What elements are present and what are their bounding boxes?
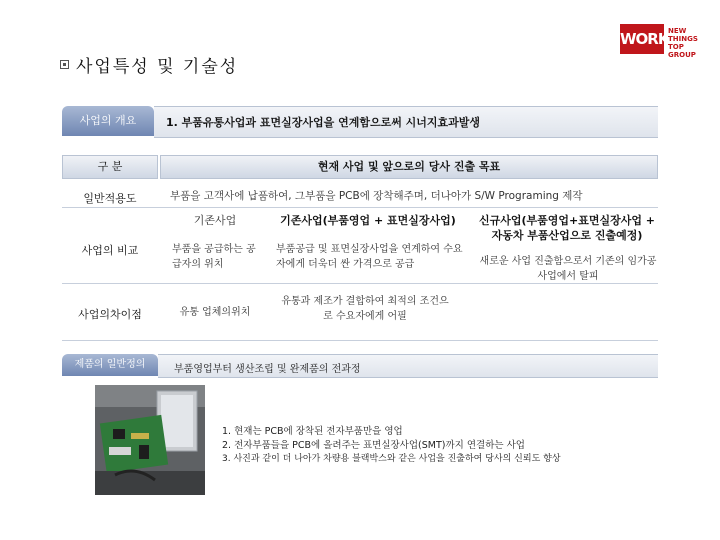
- row-label-general: 일반적용도: [83, 192, 137, 205]
- overview-text: 1. 부품유통사업과 표면실장사업을 연계함으로써 시너지효과발생: [166, 116, 481, 129]
- logo-mark: WORK: [620, 24, 664, 54]
- company-logo: [620, 24, 712, 59]
- product-tab-label: 제품의 일반정의: [74, 359, 146, 370]
- product-list-item: 3. 사진과 같이 더 나아가 차량용 블랙박스와 같은 사업을 진출하여 당사의 신뢰도 향상: [222, 454, 561, 464]
- row-divider: [62, 207, 658, 208]
- row-divider: [62, 283, 658, 284]
- overview-tab: [62, 106, 154, 136]
- diff-existing-smt: 유통과 제조가 결합하여 최적의 조건으로 수요자에게 어필: [281, 296, 449, 322]
- table-header-goal: [160, 155, 658, 179]
- logo-tagline: NEW THINGS TOP GROUP: [668, 27, 698, 59]
- product-list-item: 2. 전자부품들을 PCB에 올려주는 표면실장사업(SMT)까지 연결하는 사업: [222, 440, 525, 451]
- page-title: 사업특성 및 기술성: [76, 57, 239, 77]
- compare-existing: 부품을 공급하는 공급자의 위치: [172, 244, 256, 270]
- table-header-category-label: 구 분: [97, 160, 123, 173]
- compare-existing-smt: 부품공급 및 표면실장사업을 연계하여 수요자에게 더욱더 싼 가격으로 공급: [276, 244, 463, 270]
- table-header-goal-label: 현재 사업 및 앞으로의 당사 진출 목표: [317, 160, 501, 173]
- row-label-compare: 사업의 비교: [81, 244, 139, 257]
- col-header-new: 신규사업(부품영업+표면실장사업 + 자동차 부품산업으로 진출예정): [478, 214, 656, 242]
- compare-new: 새로운 사업 진출함으로서 기존의 임가공 사업에서 탈피: [479, 256, 657, 282]
- square-bullet-icon: [60, 60, 69, 69]
- pcb-photo: [95, 385, 205, 495]
- product-list-item: 1. 현재는 PCB에 장착된 전자부품만을 영업: [222, 426, 403, 437]
- col-header-existing: 기존사업: [193, 214, 237, 227]
- overview-tab-label: 사업의 개요: [79, 114, 137, 127]
- col-header-existing-smt: 기존사업(부품영업 + 표면실장사업): [280, 214, 456, 227]
- product-text: 부품영업부터 생산조립 및 완제품의 전과정: [174, 364, 361, 375]
- general-use-text: 부품을 고객사에 납품하여, 그부품을 PCB에 장착해주며, 더나아가 S/W Programing 제작: [170, 190, 583, 202]
- row-divider: [62, 340, 658, 341]
- product-tab: [62, 354, 158, 376]
- row-label-difference: 사업의차이점: [78, 308, 142, 321]
- table-header-category: [62, 155, 158, 179]
- diff-existing: 유통 업체의위치: [179, 307, 251, 318]
